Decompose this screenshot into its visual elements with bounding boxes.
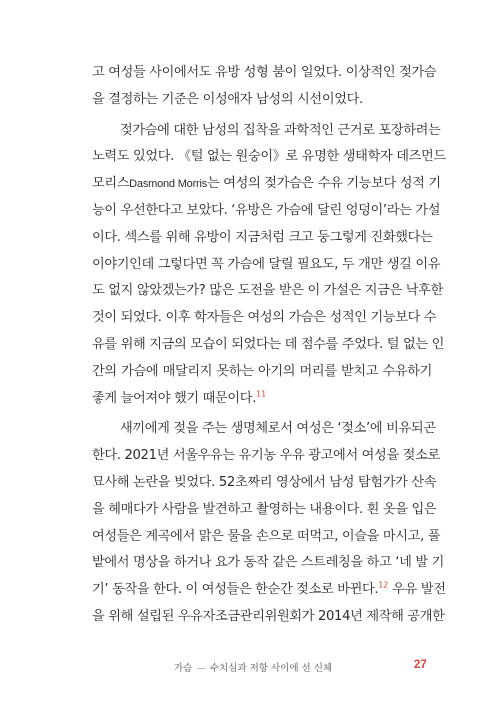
running-title (174, 660, 332, 674)
text-line: 묘사해 논란을 빚었다. 52초짜리 영상에서 남성 탐험가가 산속 (92, 474, 437, 490)
text-segment: 는 여성의 젖가슴은 수유 기능보다 성적 기 (207, 176, 441, 192)
footnote-marker[interactable]: 11 (256, 389, 267, 399)
text-segment: 좋게 늘어져야 했기 때문이다. (92, 390, 257, 406)
text-line (92, 386, 432, 413)
chapter-subtitle: 수치심과 저항 사이에 선 신체 (209, 663, 333, 674)
page-footer (0, 660, 500, 676)
text-line: 새끼에게 젖을 주는 생명체로서 여성은 ‘젖소’에 비유되곤 (120, 421, 436, 437)
text-line: 이다. 섹스를 위해 유방이 지금처럼 크고 둥그렇게 진화했다는 (92, 229, 433, 245)
text-line: 능이 우선한다고 보았다. ‘유방은 가슴에 달린 엉덩이’라는 가설 (92, 202, 441, 218)
text-line (92, 577, 446, 604)
text-line: 여성들은 계곡에서 맑은 물을 손으로 떠먹고, 이슬을 마시고, 풀 (92, 528, 441, 544)
text-line: 노력도 있었다. 《털 없는 원숭이》로 유명한 생태학자 데즈먼드 (92, 149, 446, 165)
text-segment: 우유 발전 (388, 582, 446, 598)
text-line: 을 결정하는 기준은 이성애자 남성의 시선이었다. (92, 91, 363, 107)
text-line (92, 171, 441, 198)
text-line: 도 없지 않았겠는가? 많은 도전을 받은 이 가설은 지금은 낙후한 (92, 283, 443, 299)
text-segment: 모리스 (92, 176, 130, 192)
text-line: 을 위해 설립된 우유자조금관리위원회가 2014년 제작해 공개한 (92, 608, 445, 624)
text-line: 젖가슴에 대한 남성의 집착을 과학적인 근거로 포장하려는 (120, 122, 441, 138)
chapter-title: 가슴 (174, 663, 193, 674)
text-line: 간의 가슴에 매달리지 못하는 아기의 머리를 받치고 수유하기 (92, 363, 432, 379)
text-line: 것이 되었다. 이후 학자들은 여성의 가슴은 성적인 기능보다 수 (92, 310, 437, 326)
footnote-marker[interactable]: 12 (378, 580, 389, 590)
author-name-latin: Dasmond Morris (129, 178, 208, 191)
text-line: 한다. 2021년 서울우유는 유기농 우유 광고에서 여성을 젖소로 (92, 448, 440, 464)
title-separator: — (196, 663, 206, 674)
text-line: 밭에서 명상을 하거나 요가 동작 같은 스트레칭을 하고 ‘네 발 기 (92, 555, 444, 571)
text-line: 이야기인데 그렇다면 꼭 가슴에 달릴 필요도, 두 개만 생길 이유 (92, 256, 441, 272)
text-line: 을 헤매다가 사람을 발견하고 촬영하는 내용이다. 흰 옷을 입은 (92, 501, 437, 517)
text-segment: 기’ 동작을 한다. 이 여성들은 한순간 젖소로 바뀐다. (92, 582, 379, 598)
text-line: 유를 위해 지금의 모습이 되었다는 데 점수를 주었다. 털 없는 인 (92, 336, 444, 352)
page-number: 27 (414, 659, 427, 671)
body-text (92, 60, 446, 631)
text-line: 고 여성들 사이에서도 유방 성형 붐이 일었다. 이상적인 젖가슴 (92, 65, 437, 80)
